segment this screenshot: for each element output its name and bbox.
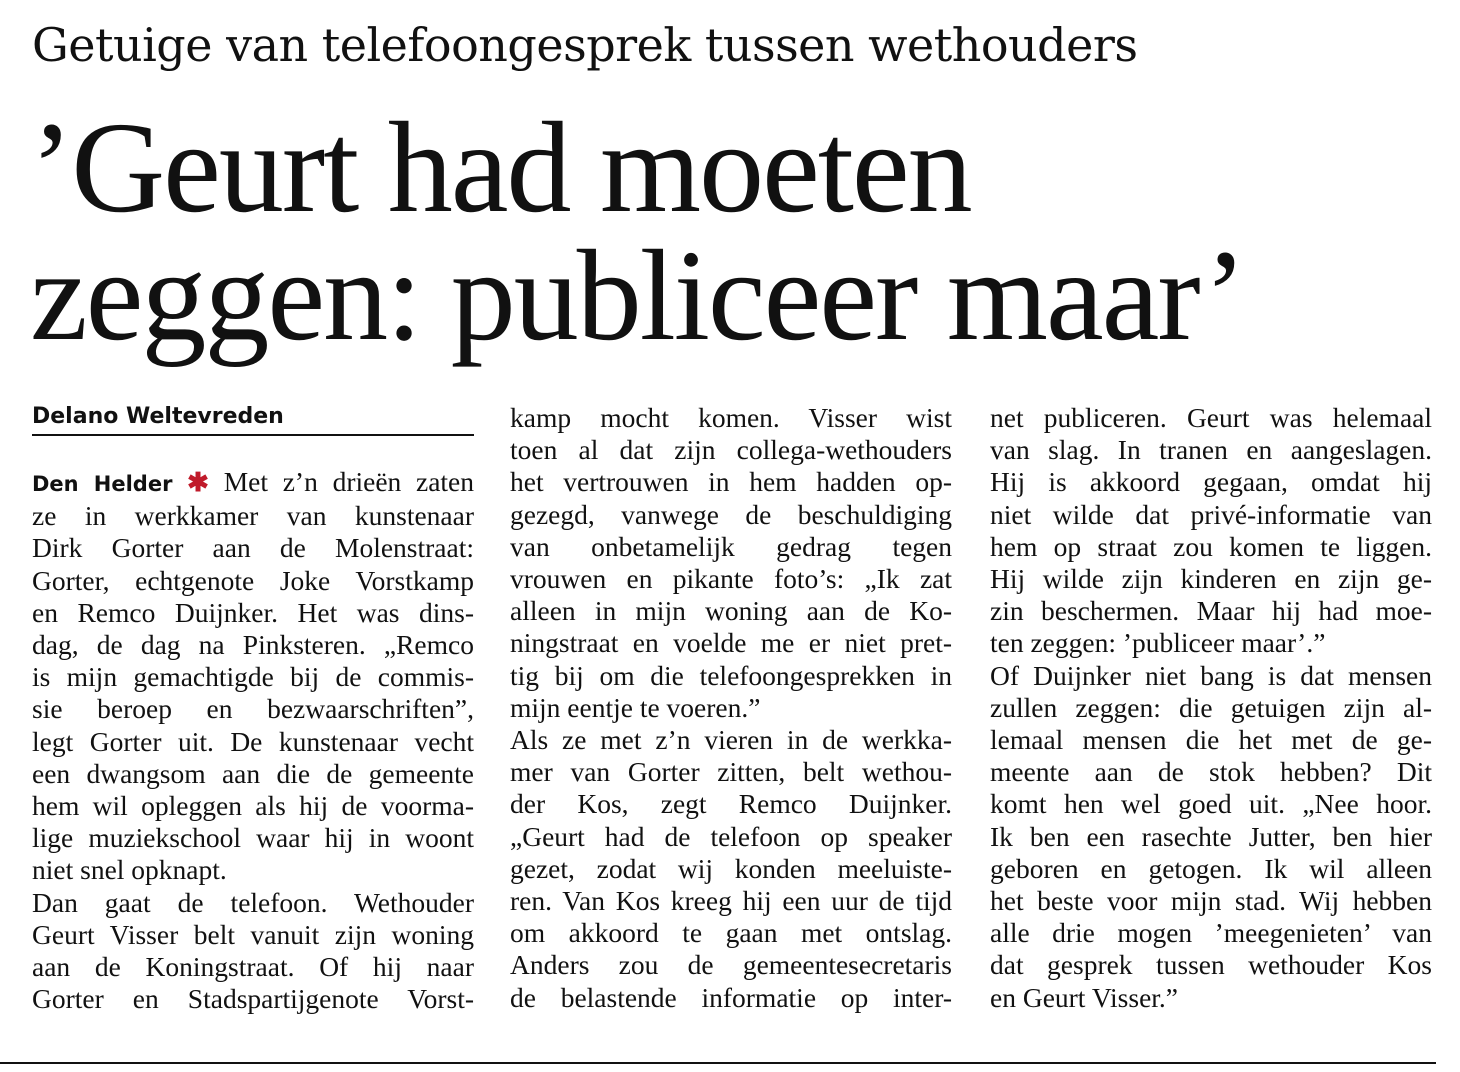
text-line: Als ze met z’n vieren in de werkka-	[510, 724, 952, 756]
text-line: Ik ben een rasechte Jutter, ben hier	[990, 820, 1432, 852]
column-1	[32, 466, 474, 1015]
dateline-marker-icon: ✱	[187, 468, 209, 497]
text-line: Geurt Visser belt vanuit zijn woning	[32, 918, 474, 950]
text-line: Dan gaat de telefoon. Wethouder	[32, 886, 474, 918]
text-line: ten zeggen: ’publiceer maar’.”	[990, 627, 1326, 659]
text-line: en Remco Duijnker. Het was dins-	[32, 596, 474, 628]
text-line: Of Duijnker niet bang is dat mensen	[990, 659, 1432, 691]
text-line: niet snel opknapt.	[32, 854, 227, 886]
kicker: Getuige van telefoongesprek tussen wethouders	[32, 18, 1138, 72]
text-line: ze in werkkamer van kunstenaar	[32, 500, 474, 532]
text-line: Dirk Gorter aan de Molenstraat:	[32, 532, 474, 564]
headline-line: ’Geurt had moeten	[30, 96, 971, 240]
text-line: niet wilde dat privé-informatie van	[990, 498, 1432, 530]
text-line: vrouwen en pikante foto’s: „Ik zat	[510, 563, 952, 595]
text-line: van slag. In tranen en aangeslagen.	[990, 434, 1432, 466]
text-line: „Geurt had de telefoon op speaker	[510, 820, 952, 852]
text-line: en Geurt Visser.”	[990, 981, 1179, 1013]
text-line: het vertrouwen in hem hadden op-	[510, 466, 952, 498]
text-line: dat gesprek tussen wethouder Kos	[990, 949, 1432, 981]
text-line: van onbetamelijk gedrag tegen	[510, 530, 952, 562]
text-line: gezet, zodat wij konden meeluiste-	[510, 852, 952, 884]
dateline: Den Helder	[32, 472, 173, 496]
text-line: geboren en getogen. Ik wil alleen	[990, 852, 1432, 884]
text-line: de belastende informatie op inter-	[510, 981, 952, 1013]
text-line: een dwangsom aan die de gemeente	[32, 757, 474, 789]
text-line: Hij wilde zijn kinderen en zijn ge-	[990, 563, 1432, 595]
text-line: kamp mocht komen. Visser wist	[510, 402, 952, 433]
text-line: is mijn gemachtigde bij de commis-	[32, 661, 474, 693]
text-line: meente aan de stok hebben? Dit	[990, 756, 1432, 788]
text-line: Anders zou de gemeentesecretaris	[510, 949, 952, 981]
text-line: aan de Koningstraat. Of hij naar	[32, 951, 474, 983]
text-line: dag, de dag na Pinksteren. „Remco	[32, 629, 474, 661]
text-line: sie beroep en bezwaarschriften”,	[32, 693, 474, 725]
text-line: hem op straat zou komen te liggen.	[990, 530, 1432, 562]
text-line: komt hen wel goed uit. „Nee hoor.	[990, 788, 1432, 820]
text-line: om akkoord te gaan met ontslag.	[510, 917, 952, 949]
text-line: net publiceren. Geurt was helemaal	[990, 402, 1432, 433]
text-line: alleen in mijn woning aan de Ko-	[510, 595, 952, 627]
text-line: tig bij om die telefoongesprekken in	[510, 659, 952, 691]
text-line: gezegd, vanwege de beschuldiging	[510, 498, 952, 530]
text-line: ningstraat en voelde me er niet pret-	[510, 627, 952, 659]
text-line: lemaal mensen die het met de ge-	[990, 724, 1432, 756]
text-line: Gorter, echtgenote Joke Vorstkamp	[32, 564, 474, 596]
text-line: mer van Gorter zitten, belt wethou-	[510, 756, 952, 788]
text-line: zin beschermen. Maar hij had moe-	[990, 595, 1432, 627]
column-3	[990, 402, 1432, 1014]
column-2	[510, 402, 952, 1014]
text-line: het beste voor mijn stad. Wij hebben	[990, 885, 1432, 917]
text-line: toen al dat zijn collega-wethouders	[510, 434, 952, 466]
footer-rule	[0, 1062, 1436, 1064]
text-line: zullen zeggen: die getuigen zijn al-	[990, 691, 1432, 723]
text-line	[32, 466, 474, 500]
text-line: der Kos, zegt Remco Duijnker.	[510, 788, 952, 820]
text-line: alle drie mogen ’meegenieten’ van	[990, 917, 1432, 949]
text-line: lige muziekschool waar hij in woont	[32, 822, 474, 854]
headline-line: zeggen: publiceer maar’	[30, 224, 1245, 368]
text-line: hem wil opleggen als hij de voorma-	[32, 790, 474, 822]
byline: Delano Weltevreden	[32, 402, 474, 436]
text-line-rest: Met z’n drieën zaten	[223, 466, 474, 497]
text-line: ren. Van Kos kreeg hij een uur de tijd	[510, 885, 952, 917]
text-line: legt Gorter uit. De kunstenaar vecht	[32, 725, 474, 757]
headline	[30, 96, 1440, 368]
text-line: Gorter en Stadspartijgenote Vorst-	[32, 983, 474, 1015]
text-line: mijn eentje te voeren.”	[510, 691, 761, 723]
text-line: Hij is akkoord gegaan, omdat hij	[990, 466, 1432, 498]
